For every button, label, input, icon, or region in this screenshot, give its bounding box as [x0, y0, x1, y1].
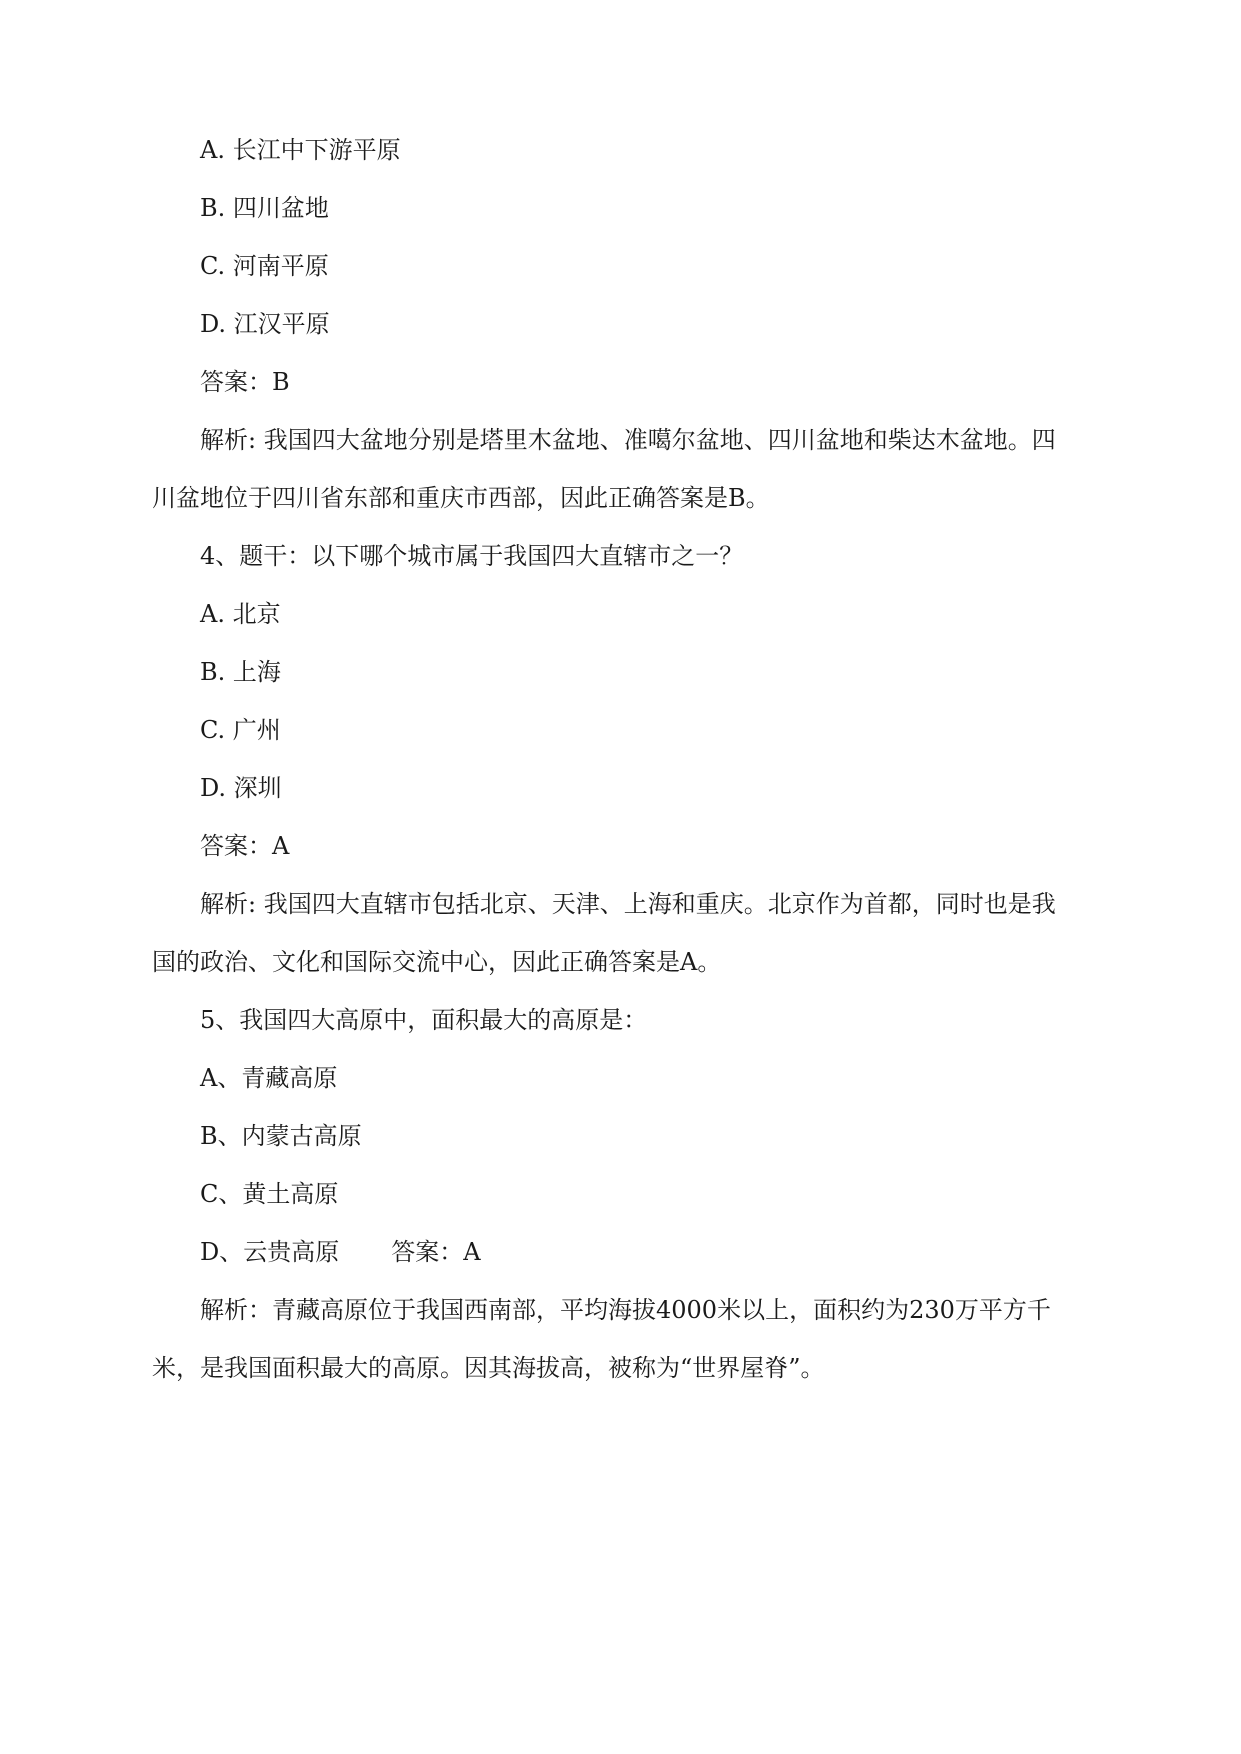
q4-stem: 4、题干：以下哪个城市属于我国四大直辖市之一？ — [200, 542, 744, 570]
q4-option-d: D. 深圳 — [200, 774, 282, 802]
q3-analysis-line-1: 解析: 我国四大盆地分别是塔里木盆地、准噶尔盆地、四川盆地和柴达木盆地。四 — [200, 426, 1056, 454]
q4-option-c: C. 广州 — [200, 716, 281, 744]
q3-option-a: A. 长江中下游平原 — [200, 136, 401, 164]
q4-answer: 答案：A — [200, 832, 290, 860]
q5-answer: 答案：A — [391, 1238, 481, 1266]
q3-analysis-line-2: 川盆地位于四川省东部和重庆市西部，因此正确答案是B。 — [152, 484, 770, 512]
q4-analysis-line-1: 解析: 我国四大直辖市包括北京、天津、上海和重庆。北京作为首都，同时也是我 — [200, 890, 1056, 918]
q5-analysis-line-2: 米，是我国面积最大的高原。因其海拔高，被称为“世界屋脊”。 — [152, 1354, 825, 1382]
q5-option-c: C、黄土高原 — [200, 1180, 339, 1208]
q3-answer: 答案：B — [200, 368, 290, 396]
q3-option-b: B. 四川盆地 — [200, 194, 329, 222]
q4-option-b: B. 上海 — [200, 658, 281, 686]
q5-stem: 5、我国四大高原中，面积最大的高原是： — [200, 1006, 648, 1034]
q5-option-d-row — [0, 1236, 1241, 1268]
q5-option-a: A、青藏高原 — [200, 1064, 338, 1092]
q5-option-b: B、内蒙古高原 — [200, 1122, 362, 1150]
q3-option-c: C. 河南平原 — [200, 252, 329, 280]
q3-option-d: D. 江汉平原 — [200, 310, 330, 338]
q4-option-a: A. 北京 — [200, 600, 281, 628]
q5-analysis-line-1: 解析：青藏高原位于我国西南部，平均海拔4000米以上，面积约为230万平方千 — [200, 1296, 1051, 1324]
q4-analysis-line-2: 国的政治、文化和国际交流中心，因此正确答案是A。 — [152, 948, 722, 976]
q5-option-d: D、云贵高原 — [200, 1238, 340, 1266]
